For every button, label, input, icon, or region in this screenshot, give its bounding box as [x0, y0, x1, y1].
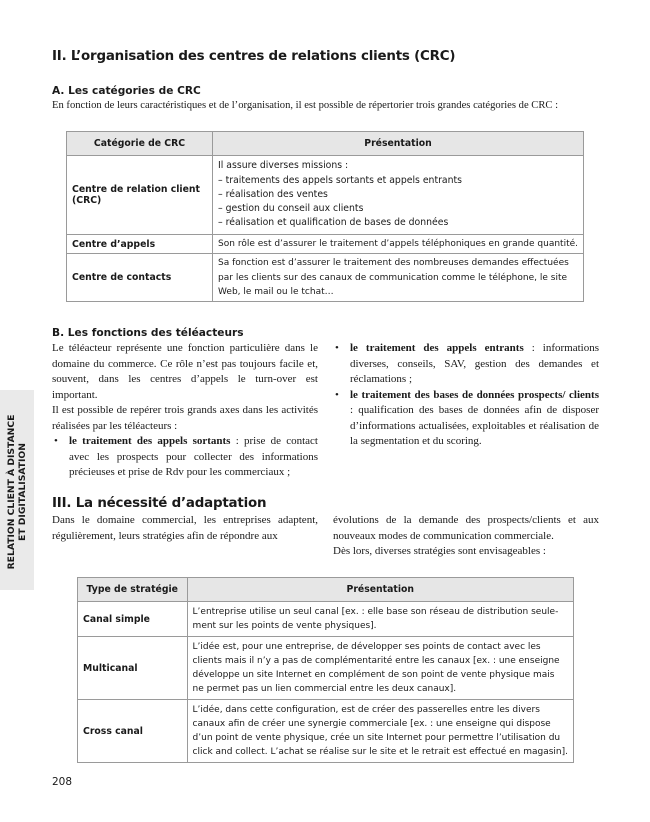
list-item-bold: le traitement des appels sortants: [69, 435, 231, 447]
table-header-row: [78, 578, 574, 602]
presentation-line: Il assure diverses missions :: [218, 160, 349, 172]
presentation-line: ment sur les points de vente physiques].: [192, 621, 377, 631]
presentation-line: – traitements des appels sortants et appels entrants: [218, 174, 462, 186]
section-3-para-left: Dans le domaine commercial, les entreprises adaptent, régulièrement, leurs stratégies afin de répondre aux: [52, 514, 318, 542]
chapter-side-tab-label: [6, 415, 28, 570]
teleacteur-axes-list: [52, 434, 318, 481]
subsection-title-b: B. Les fonctions des téléacteurs: [52, 327, 244, 339]
list-item: [52, 434, 318, 481]
strategy-presentation-cell: [187, 700, 573, 763]
table-header-row: [67, 132, 584, 156]
section-title-2: II. L’organisation des centres de relations clients (CRC): [52, 49, 456, 64]
list-item-text: : prise de contact avec les prospects pour collecter des informations précieuses et prise de Rdv pour les commerciaux ;: [69, 435, 318, 478]
presentation-line: – réalisation et qualification de bases de données: [218, 217, 449, 229]
presentation-line: ne permet pas un lien commercial entre les deux canaux].: [192, 684, 457, 695]
strategy-presentation-cell: [187, 602, 573, 637]
subsection-b-right-column: [333, 341, 599, 450]
side-tab-line: ET DIGITALISATION: [17, 443, 28, 541]
presentation-line: Web, le mail ou le tchat…: [218, 286, 334, 297]
list-item: [333, 388, 599, 450]
presentation-line: développe un site Internet en complément de son point de vente physique mais: [192, 670, 555, 680]
page-number: 208: [52, 776, 73, 788]
crc-presentation-cell: [213, 254, 584, 302]
presentation-line: – gestion du conseil aux clients: [218, 203, 364, 215]
table-header-cell: Présentation: [213, 132, 584, 156]
list-item-bold: le traitement des appels entrants: [350, 342, 524, 354]
crc-presentation-cell: [213, 156, 584, 235]
subsection-b-para2: Il est possible de repérer trois grands axes dans les activités réalisées par les téléacteurs :: [52, 404, 318, 432]
list-item: [333, 341, 599, 388]
table-header-cell: Présentation: [187, 578, 573, 602]
subsection-a-intro: En fonction de leurs caractéristiques et de l’organisation, il est possible de répertorier trois grandes catégories de CRC :: [52, 100, 559, 111]
strategy-presentation-cell: [187, 637, 573, 700]
presentation-line: Son rôle est d’assurer le traitement d’appels téléphoniques en grande quantité.: [218, 239, 578, 249]
subsection-b-para1: Le téléacteur représente une fonction particulière dans le domaine du commerce. Ce rôle n’est pas toujours facile et, souvent, dans les centres d’appels le turn-over est important.: [52, 342, 318, 401]
presentation-line: click and collect. L’achat se réalise sur le site et le retrait est effectué en magasin].: [192, 747, 568, 758]
table-row: [78, 602, 574, 637]
table-header-cell: Type de stratégie: [78, 578, 188, 602]
crc-category-cell: Centre de contacts: [67, 254, 213, 302]
teleacteur-axes-list-continued: [333, 341, 599, 450]
presentation-line: par les clients sur des canaux de communication comme le téléphone, le site: [218, 272, 568, 283]
section-3-para-right1: évolutions de la demande des prospects/clients et aux nouveaux modes de communication commerciale.: [333, 514, 599, 542]
presentation-line: clients mais il n’y a pas de complémentarité entre les canaux [ex. : une enseigne: [192, 655, 560, 666]
side-tab-line: RELATION CLIENT À DISTANCE: [6, 414, 17, 570]
section-title-3: III. La nécessité d’adaptation: [52, 496, 267, 511]
section-3-right-column: [333, 513, 599, 560]
strategy-type-cell: Cross canal: [78, 700, 188, 763]
presentation-line: L’entreprise utilise un seul canal [ex. : elle base son réseau de distribution seule-: [192, 606, 559, 617]
table-row: [67, 254, 584, 302]
subsection-title-a: A. Les catégories de CRC: [52, 85, 201, 97]
strategy-type-cell: Canal simple: [78, 602, 188, 637]
list-item-bold: le traitement des bases de données prospects/ clients: [350, 388, 599, 401]
subsection-b-left-column: [52, 341, 318, 481]
list-item-text: : qualification des bases de données afin de disposer d’informations actualisées, exploitables et réalisation de la segmentation et du scoring.: [350, 404, 599, 447]
list-item-text: : informations diverses, conseils, SAV, gestion des demandes et réclamations ;: [350, 342, 599, 385]
presentation-line: L’idée est, pour une entreprise, de développer ses points de contact avec les: [192, 641, 541, 652]
presentation-line: d’un point de vente physique, crée un site Internet pour permettre l’utilisation du: [192, 733, 561, 743]
table-header-cell: Catégorie de CRC: [67, 132, 213, 156]
presentation-line: Sa fonction est d’assurer le traitement des nombreuses demandes effectuées: [218, 258, 569, 269]
presentation-line: canaux afin de créer une synergie commerciale [ex. : une enseigne qui dispose: [192, 718, 551, 729]
table-row: [78, 700, 574, 763]
crc-category-cell: Centre d’appels: [67, 235, 213, 254]
strategy-table: [77, 577, 574, 763]
presentation-line: – réalisation des ventes: [218, 188, 328, 200]
table-row: [67, 235, 584, 254]
section-3-para-right2: Dès lors, diverses stratégies sont envisageables :: [333, 545, 546, 557]
strategy-type-cell: Multicanal: [78, 637, 188, 700]
presentation-line: L’idée, dans cette configuration, est de créer des passerelles entre les divers: [192, 704, 540, 715]
crc-category-cell: Centre de relation client (CRC): [67, 156, 213, 235]
crc-categories-table: [66, 131, 584, 302]
table-row: [67, 156, 584, 235]
crc-presentation-cell: [213, 235, 584, 254]
table-row: [78, 637, 574, 700]
